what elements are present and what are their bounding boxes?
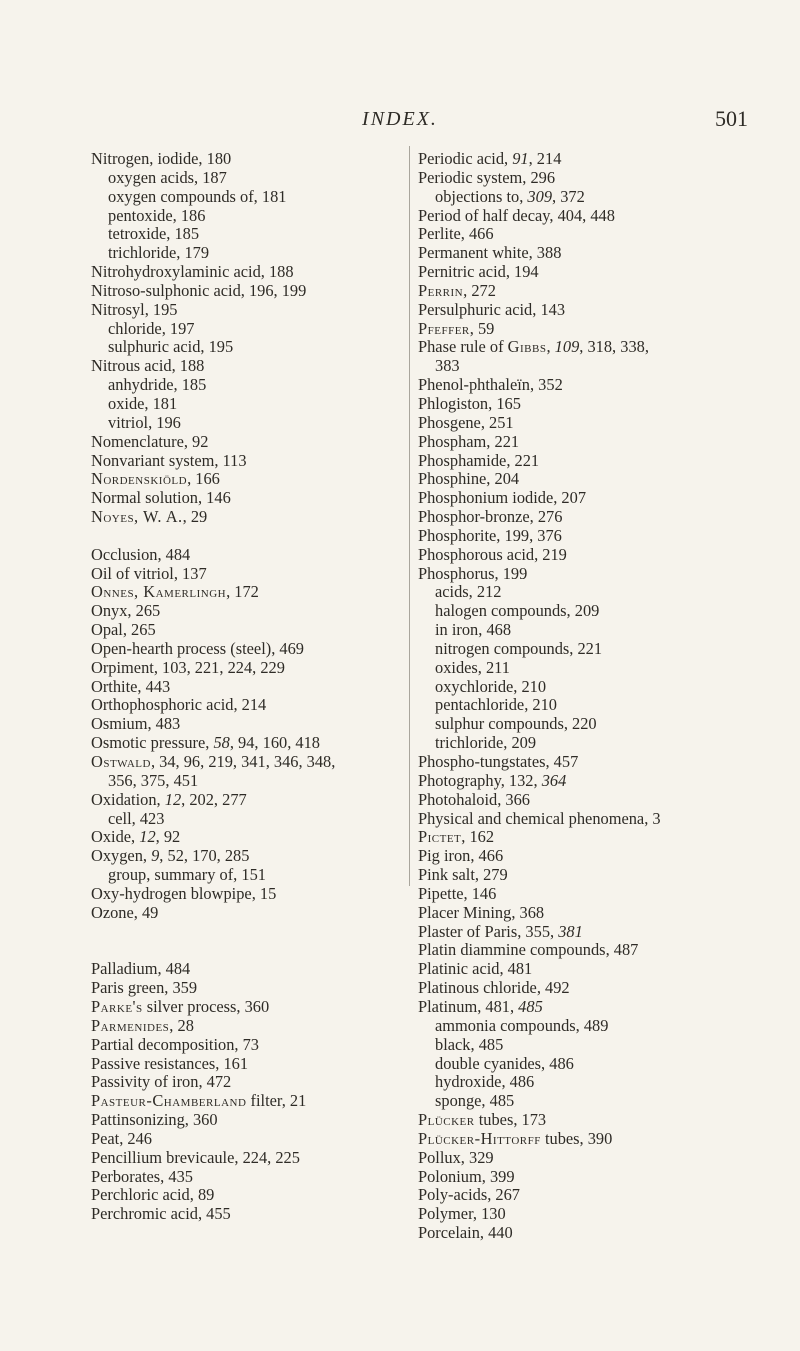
index-subentry [418,583,800,602]
index-entry [418,470,800,489]
page-header [0,100,800,140]
entry-text: sponge, 485 [435,1091,515,1111]
entry-text: Pig iron, 466 [418,846,504,866]
index-entry [418,150,800,169]
index-entry [91,1111,396,1130]
index-subentry [91,376,396,395]
entry-text: Placer Mining, 368 [418,902,545,922]
index-entry [91,433,396,452]
index-subentry [418,640,800,659]
index-entry [91,1092,396,1111]
entry-text: Photography, 132, [418,770,542,790]
index-entry [91,282,396,301]
index-subentry [91,207,396,226]
index-entry [418,452,800,471]
entry-text: Orthophosphoric acid, 214 [91,695,267,715]
entry-text: , 166 [187,469,220,489]
entry-text: Passivity of iron, 472 [91,1072,232,1092]
entry-text: Pattinsonizing, 360 [91,1110,218,1130]
entry-text: Open-hearth process (steel), 469 [91,638,304,658]
index-entry [418,847,800,866]
entry-text: trichloride, 209 [435,733,537,753]
section-gap [91,923,396,942]
index-entry [91,1205,396,1224]
name-smallcaps: Parmenides [91,1015,170,1035]
entry-text: Occlusion, 484 [91,544,191,564]
entry-text: Physical and chemical phenomena, 3 [418,808,661,828]
entry-text: cell, 423 [108,808,165,828]
index-entry [418,1224,800,1243]
index-subentry [418,188,800,207]
entry-text: Phosphine, 204 [418,469,520,489]
index-entry [418,546,800,565]
section-gap [91,941,396,960]
index-subentry [418,659,800,678]
index-subentry [418,696,800,715]
index-subentry [91,225,396,244]
entry-text: Orthite, 443 [91,676,171,696]
entry-text: , 372 [552,186,585,206]
index-entry [91,452,396,471]
index-entry [91,960,396,979]
entry-text: , [546,337,555,357]
entry-text: oxygen acids, 187 [108,167,227,187]
index-entry [418,923,800,942]
entry-text: , 172 [226,582,259,602]
index-subentry [418,1017,800,1036]
entry-text: Phenol-phthaleïn, 352 [418,375,563,395]
running-head: INDEX. [362,108,438,130]
index-entry [91,1186,396,1205]
entry-text: Nomenclature, 92 [91,431,209,451]
entry-text: halogen compounds, 209 [435,601,600,621]
entry-text: , 272 [463,280,496,300]
index-column-left [91,150,396,1224]
principal-page: 91 [512,150,529,168]
index-entry [91,301,396,320]
index-subentry [418,678,800,697]
entry-text: Nitrogen, iodide, 180 [91,149,232,168]
index-entry [418,433,800,452]
entry-text: Periodic acid, [418,150,513,168]
index-entry [418,282,800,301]
entry-text: Period of half decay, 404, 448 [418,205,615,225]
index-entry [418,998,800,1017]
entry-text: Platinic acid, 481 [418,959,533,979]
entry-text: Permanent white, 388 [418,243,562,263]
entry-text: Nitrosyl, 195 [91,299,178,319]
index-entry [418,772,800,791]
index-entry [418,207,800,226]
index-subentry [91,395,396,414]
index-entry [91,621,396,640]
entry-text: Pernitric acid, 194 [418,262,539,282]
index-entry [418,395,800,414]
index-entry [91,998,396,1017]
index-subentry [91,188,396,207]
entry-text: oxides, 211 [435,657,510,677]
name-smallcaps: Noyes, W. A. [91,507,183,527]
entry-text: Oxy-hydrogen blowpipe, 15 [91,883,277,903]
principal-page: 109 [554,337,580,357]
entry-text: Pollux, 329 [418,1147,494,1167]
entry-text: objections to, [435,186,528,206]
entry-text: Phosphorous acid, 219 [418,544,567,564]
entry-text: filter, 21 [246,1091,307,1111]
entry-text: Pencillium brevicaule, 224, 225 [91,1147,300,1167]
index-entry [418,338,800,357]
entry-text: Normal solution, 146 [91,488,231,508]
name-smallcaps: Plücker [418,1110,475,1130]
name-smallcaps: Perrin [418,280,464,300]
entry-text: Nitroso-sulphonic acid, 196, 199 [91,280,307,300]
entry-text: Porcelain, 440 [418,1223,513,1243]
name-smallcaps: Gibbs [507,337,547,357]
index-entry [91,979,396,998]
entry-text: Perborates, 435 [91,1166,193,1186]
entry-text: vitriol, 196 [108,412,181,432]
entry-text: Photohaloid, 366 [418,789,531,809]
entry-text: Phosphamide, 221 [418,450,540,470]
principal-page: 381 [558,921,583,941]
page-number: 501 [715,106,748,131]
entry-text: Partial decomposition, 73 [91,1034,259,1054]
entry-text: Polonium, 399 [418,1166,515,1186]
index-subentry [418,1092,800,1111]
index-subentry [418,602,800,621]
index-entry [418,301,800,320]
entry-text: Periodic system, 296 [418,167,556,187]
entry-text: Peat, 246 [91,1128,153,1148]
index-entry [91,904,396,923]
entry-text: Pink salt, 279 [418,865,508,885]
entry-text: , 29 [182,507,208,527]
index-entry [418,169,800,188]
index-entry [418,489,800,508]
column-divider [409,146,410,886]
entry-text: Polymer, 130 [418,1204,506,1224]
index-entry [91,565,396,584]
index-subentry [91,866,396,885]
index-entry [418,1149,800,1168]
index-entry [91,583,396,602]
entry-text: Osmium, 483 [91,714,181,734]
index-subentry [418,734,800,753]
index-entry [418,753,800,772]
entry-text: group, summary of, 151 [108,865,266,885]
entry-text: Nonvariant system, 113 [91,450,247,470]
index-entry [418,225,800,244]
index-entry [91,828,396,847]
name-smallcaps: Plücker-Hittorff [418,1128,541,1148]
entry-text: black, 485 [435,1034,504,1054]
name-smallcaps: Pfeffer [418,318,470,338]
name-smallcaps: Pictet [418,827,462,847]
entry-text: double cyanides, 486 [435,1053,574,1073]
index-entry [91,546,396,565]
index-entry [91,1073,396,1092]
entry-text: ammonia compounds, 489 [435,1015,609,1035]
index-entry [91,1017,396,1036]
index-entry [91,150,396,169]
entry-text: Opal, 265 [91,620,156,640]
index-entry [418,1186,800,1205]
index-continuation [418,357,800,376]
entry-text: , 28 [169,1015,194,1035]
index-entry [418,244,800,263]
entry-text: Perchloric acid, 89 [91,1185,215,1205]
index-entry [418,565,800,584]
index-entry [418,1130,800,1149]
index-entry [91,1036,396,1055]
entry-text: Persulphuric acid, 143 [418,299,566,319]
entry-text: Palladium, 484 [91,959,191,979]
index-entry [91,1149,396,1168]
index-entry [418,810,800,829]
index-continuation [91,772,396,791]
entry-text: Nitrohydroxylaminic acid, 188 [91,262,294,282]
name-smallcaps: Nordenskiöld [91,469,188,489]
principal-page: 309 [527,186,553,206]
entry-text: in iron, 468 [435,620,512,640]
entry-text: anhydride, 185 [108,375,207,395]
index-entry [91,715,396,734]
index-entry [418,376,800,395]
entry-text: Perlite, 466 [418,224,494,244]
entry-text: 356, 375, 451 [108,770,199,790]
entry-text: pentoxide, 186 [108,205,206,225]
index-entry [418,979,800,998]
entry-text: acids, 212 [435,582,502,602]
entry-text: sulphuric acid, 195 [108,337,234,357]
index-entry [418,885,800,904]
entry-text: Platinous chloride, 492 [418,978,570,998]
entry-text: Nitrous acid, 188 [91,356,205,376]
index-entry [91,753,396,772]
index-entry [91,847,396,866]
principal-page: 12 [139,827,156,847]
name-smallcaps: Parke's [91,996,143,1016]
name-smallcaps: Pasteur-Chamberland [91,1091,247,1111]
index-entry [91,1168,396,1187]
entry-text: trichloride, 179 [108,243,210,263]
index-entry [91,734,396,753]
entry-text: Phosphor-bronze, 276 [418,507,563,527]
entry-text: Onyx, 265 [91,601,161,621]
entry-text: chloride, 197 [108,318,195,338]
entry-text: , 318, 338, [579,337,649,357]
index-entry [418,1168,800,1187]
entry-text: Oxide, [91,827,140,847]
index-entry [418,320,800,339]
entry-text: , 94, 160, 418 [229,733,320,753]
index-entry [91,678,396,697]
principal-page: 12 [164,789,182,809]
index-entry [418,791,800,810]
entry-text: Phosphorus, 199 [418,563,528,583]
principal-page: 58 [213,733,230,753]
entry-text: oxide, 181 [108,393,178,413]
index-subentry [418,1073,800,1092]
entry-text: Passive resistances, 161 [91,1053,249,1073]
entry-text: , 162 [461,827,495,847]
index-entry [91,357,396,376]
index-entry [418,828,800,847]
entry-text: Plaster of Paris, 355, [418,921,559,941]
entry-text: Platin diammine compounds, 487 [418,940,639,960]
entry-text: Platinum, 481, [418,996,519,1016]
entry-text: pentachloride, 210 [435,695,557,715]
index-entry [418,960,800,979]
index-entry [418,866,800,885]
entry-text: Oxidation, [91,789,165,809]
entry-text: , 52, 170, 285 [159,846,250,866]
index-entry [418,414,800,433]
index-subentry [91,169,396,188]
entry-text: Oxygen, [91,846,152,866]
index-entry [418,1111,800,1130]
entry-text: tubes, 173 [474,1110,547,1130]
index-subentry [91,338,396,357]
entry-text: , 34, 96, 219, 341, 346, 348, [150,752,336,771]
index-subentry [418,1036,800,1055]
name-smallcaps: Ostwald [91,752,151,771]
index-entry [91,659,396,678]
entry-text: hydroxide, 486 [435,1072,535,1092]
index-subentry [418,715,800,734]
index-subentry [91,810,396,829]
section-gap [91,527,396,546]
entry-text: tubes, 390 [540,1128,613,1148]
entry-text: Phosgene, 251 [418,412,514,432]
index-subentry [418,1055,800,1074]
index-subentry [418,621,800,640]
index-subentry [91,244,396,263]
index-entry [418,263,800,282]
index-entry [418,1205,800,1224]
principal-page: 364 [541,770,567,790]
entry-text: sulphur compounds, 220 [435,714,597,734]
entry-text: Poly-acids, 267 [418,1185,520,1205]
index-subentry [91,320,396,339]
entry-text: Paris green, 359 [91,978,198,998]
index-entry [91,263,396,282]
index-entry [91,470,396,489]
entry-text: , 214 [528,150,562,168]
principal-page: 9 [151,846,160,866]
entry-text: 383 [435,356,460,376]
entry-text: tetroxide, 185 [108,224,200,244]
index-entry [418,904,800,923]
name-smallcaps: Onnes, Kamerlingh [91,582,227,602]
index-entry [91,1130,396,1149]
entry-text: Pipette, 146 [418,883,497,903]
entry-text: oxychloride, 210 [435,676,547,696]
index-entry [91,508,396,527]
index-entry [91,489,396,508]
index-entry [91,791,396,810]
entry-text: Perchromic acid, 455 [91,1204,231,1224]
entry-text: , 92 [155,827,181,847]
entry-text: Phosphorite, 199, 376 [418,525,562,545]
index-entry [418,508,800,527]
principal-page: 485 [518,996,543,1016]
entry-text: Phlogiston, 165 [418,393,521,413]
index-entry [418,941,800,960]
entry-text: silver process, 360 [142,996,270,1016]
entry-text: Phase rule of [418,337,508,357]
entry-text: , 59 [469,318,495,338]
index-entry [418,527,800,546]
entry-text: Orpiment, 103, 221, 224, 229 [91,657,285,677]
entry-text: Phosphonium iodide, 207 [418,488,587,508]
entry-text: , 202, 277 [181,789,247,809]
index-entry [91,885,396,904]
index-entry [91,1055,396,1074]
entry-text: Phospham, 221 [418,431,520,451]
index-column-right [418,150,800,1243]
entry-text: Osmotic pressure, [91,733,214,753]
entry-text: Oil of vitriol, 137 [91,563,207,583]
index-entry [91,696,396,715]
entry-text: Ozone, 49 [91,902,159,922]
index-entry [91,602,396,621]
index-subentry [91,414,396,433]
index-entry [91,640,396,659]
entry-text: nitrogen compounds, 221 [435,638,603,658]
entry-text: oxygen compounds of, 181 [108,186,287,206]
entry-text: Phospho-tungstates, 457 [418,752,579,771]
